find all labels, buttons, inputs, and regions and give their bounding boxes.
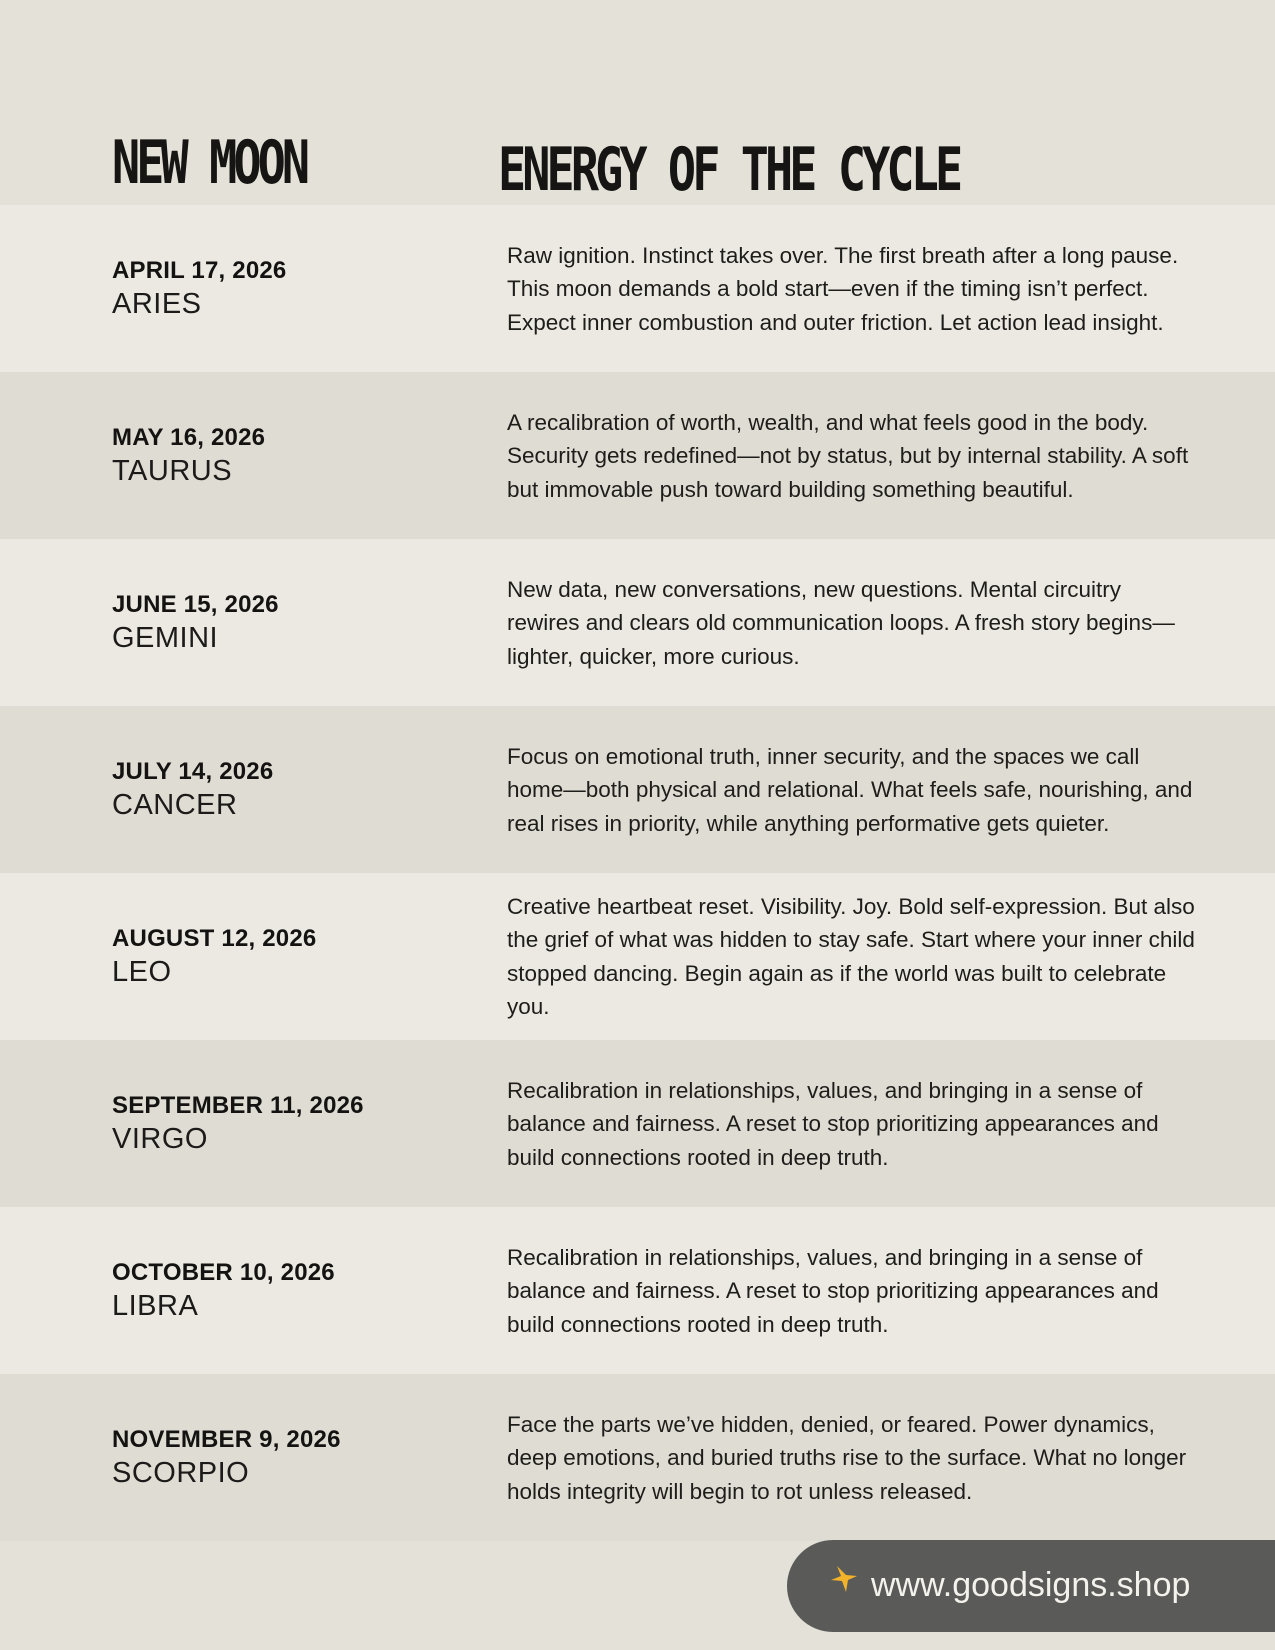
table-row <box>0 706 1275 873</box>
row-date: SEPTEMBER 11, 2026 <box>112 1091 364 1119</box>
row-sign: GEMINI <box>112 621 219 654</box>
row-description: Creative heartbeat reset. Visibility. Joy. Bold self-expression. But also the grief of what was hidden to stay safe. Start where your inner child stopped dancing. Begin again as if the world was built to celebrate you. <box>507 893 1195 1019</box>
row-description: Focus on emotional truth, inner security, and the spaces we call home—both physical and relational. What feels safe, nourishing, and real rises in priority, while anything performative gets quieter. <box>507 743 1193 836</box>
row-description: New data, new conversations, new questions. Mental circuitry rewires and clears old communication loops. A fresh story begins—lighter, quicker, more curious. <box>507 576 1175 669</box>
row-description: Recalibration in relationships, values, and bringing in a sense of balance and fairness. A reset to stop prioritizing appearances and build connections rooted in deep truth. <box>507 1244 1159 1337</box>
row-date-sign <box>112 256 286 322</box>
moon-table-body <box>0 205 1275 1541</box>
row-date: JUNE 15, 2026 <box>112 590 279 618</box>
row-date-sign <box>112 924 316 990</box>
row-date: NOVEMBER 9, 2026 <box>112 1425 341 1453</box>
row-date: OCTOBER 10, 2026 <box>112 1258 335 1286</box>
row-date-sign <box>112 590 279 656</box>
table-row <box>0 372 1275 539</box>
row-sign: LEO <box>112 955 172 988</box>
table-header <box>0 0 1275 205</box>
table-row <box>0 539 1275 706</box>
row-description: Face the parts we’ve hidden, denied, or feared. Power dynamics, deep emotions, and buried truths rise to the surface. What no longer holds integrity will begin to rot unless released. <box>507 1411 1187 1504</box>
table-row <box>0 1374 1275 1541</box>
row-sign: SCORPIO <box>112 1456 250 1489</box>
sparkle-star-icon <box>829 1564 859 1594</box>
column-heading-new-moon: NEW MOON <box>112 128 307 198</box>
website-badge[interactable] <box>787 1540 1275 1632</box>
row-date: JULY 14, 2026 <box>112 757 274 785</box>
row-date-sign <box>112 423 265 489</box>
row-description: Raw ignition. Instinct takes over. The first breath after a long pause. This moon demands a bold start—even if the timing isn’t perfect. Expect inner combustion and outer friction. Let action lead insight. <box>507 242 1179 335</box>
row-sign: CANCER <box>112 788 238 821</box>
row-date-sign <box>112 1425 341 1491</box>
table-row <box>0 205 1275 372</box>
table-row <box>0 1040 1275 1207</box>
row-date: APRIL 17, 2026 <box>112 256 287 284</box>
row-date-sign <box>112 1258 335 1324</box>
row-sign: VIRGO <box>112 1122 208 1155</box>
row-date-sign <box>112 1091 364 1157</box>
row-sign: TAURUS <box>112 454 233 487</box>
row-date: AUGUST 12, 2026 <box>112 924 317 952</box>
column-heading-energy: ENERGY OF THE CYCLE <box>498 135 960 205</box>
row-sign: ARIES <box>112 287 202 320</box>
row-date: MAY 16, 2026 <box>112 423 266 451</box>
table-row <box>0 873 1275 1040</box>
website-url-link[interactable]: www.goodsigns.shop <box>871 1566 1191 1604</box>
row-date-sign <box>112 757 273 823</box>
table-row <box>0 1207 1275 1374</box>
row-description: A recalibration of worth, wealth, and what feels good in the body. Security gets redefined—not by status, but by internal stability. A soft but immovable push toward building something beautiful. <box>507 409 1189 502</box>
row-description: Recalibration in relationships, values, and bringing in a sense of balance and fairness. A reset to stop prioritizing appearances and build connections rooted in deep truth. <box>507 1077 1159 1170</box>
row-sign: LIBRA <box>112 1289 199 1322</box>
